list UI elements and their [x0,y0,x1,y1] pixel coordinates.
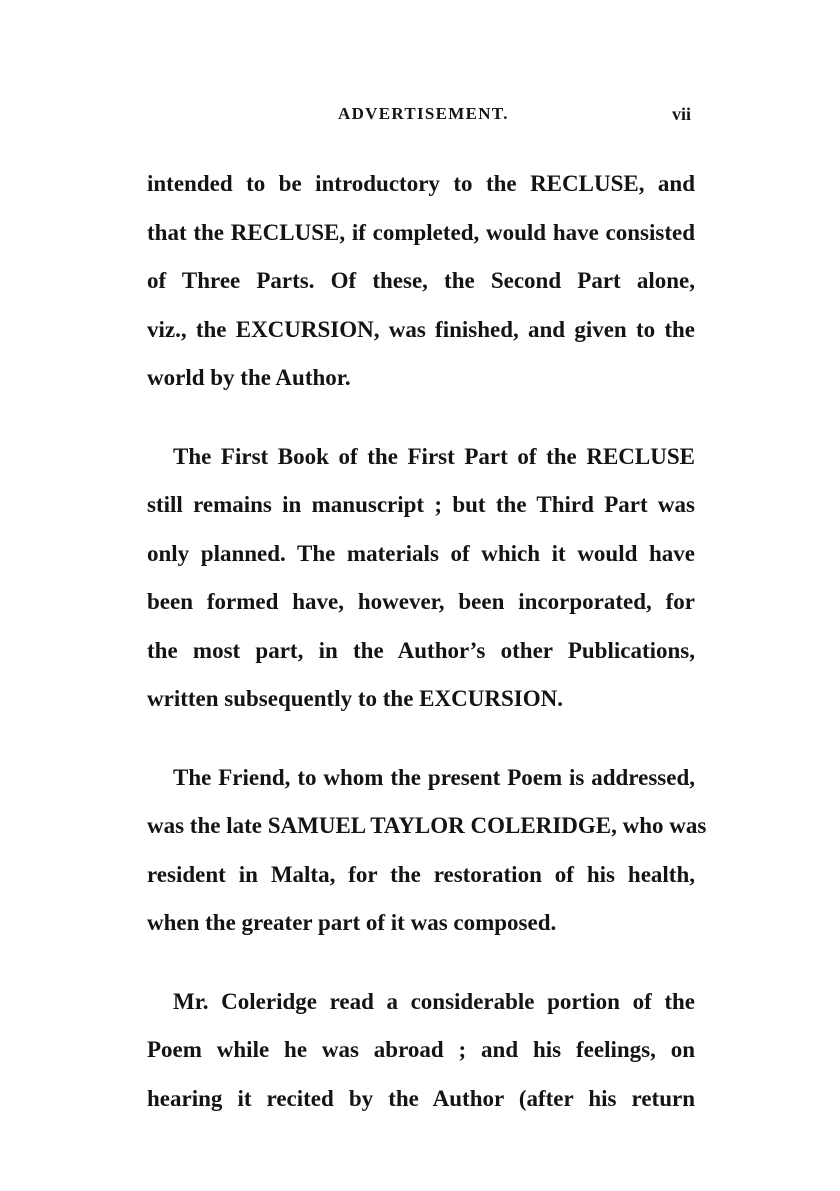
text-line: when the greater part of it was composed. [147,910,557,935]
text-line: intended to be introductory to the RECLUSE, and [147,171,695,196]
paragraph-3 [147,754,707,948]
paragraph-1 [147,160,695,403]
text-line: that the RECLUSE, if completed, would have consisted [147,219,695,245]
text-line: only planned. The materials of which it would have [147,540,695,566]
text-line: been formed have, however, been incorporated, for [147,589,695,614]
paragraph-2 [147,433,695,724]
page-header [0,104,840,128]
running-title: ADVERTISEMENT. [338,104,509,123]
text-line: hearing it recited by the Author (after his return [147,1085,695,1111]
text-line: of Three Parts. Of these, the Second Part alone, [147,268,695,293]
text-line: Mr. Coleridge read a considerable portion of the [173,988,695,1014]
text-line: The Friend, to whom the present Poem is addressed, [173,764,695,790]
text-line: resident in Malta, for the restoration of his health, [147,861,695,887]
text-line: viz., the EXCURSION, was finished, and given to the [147,316,695,342]
body-text [147,160,707,1153]
text-line: The First Book of the First Part of the RECLUSE [173,443,695,469]
paragraph-4 [147,978,695,1124]
text-line: the most part, in the Author’s other Publications, [147,637,695,663]
text-line: Poem while he was abroad ; and his feelings, on [147,1037,695,1062]
text-line: world by the Author. [147,365,351,390]
text-line: still remains in manuscript ; but the Third Part was [147,492,695,517]
page-number: vii [672,104,692,124]
text-line: was the late SAMUEL TAYLOR COLERIDGE, who was [147,813,707,838]
text-line: written subsequently to the EXCURSION. [147,686,563,711]
